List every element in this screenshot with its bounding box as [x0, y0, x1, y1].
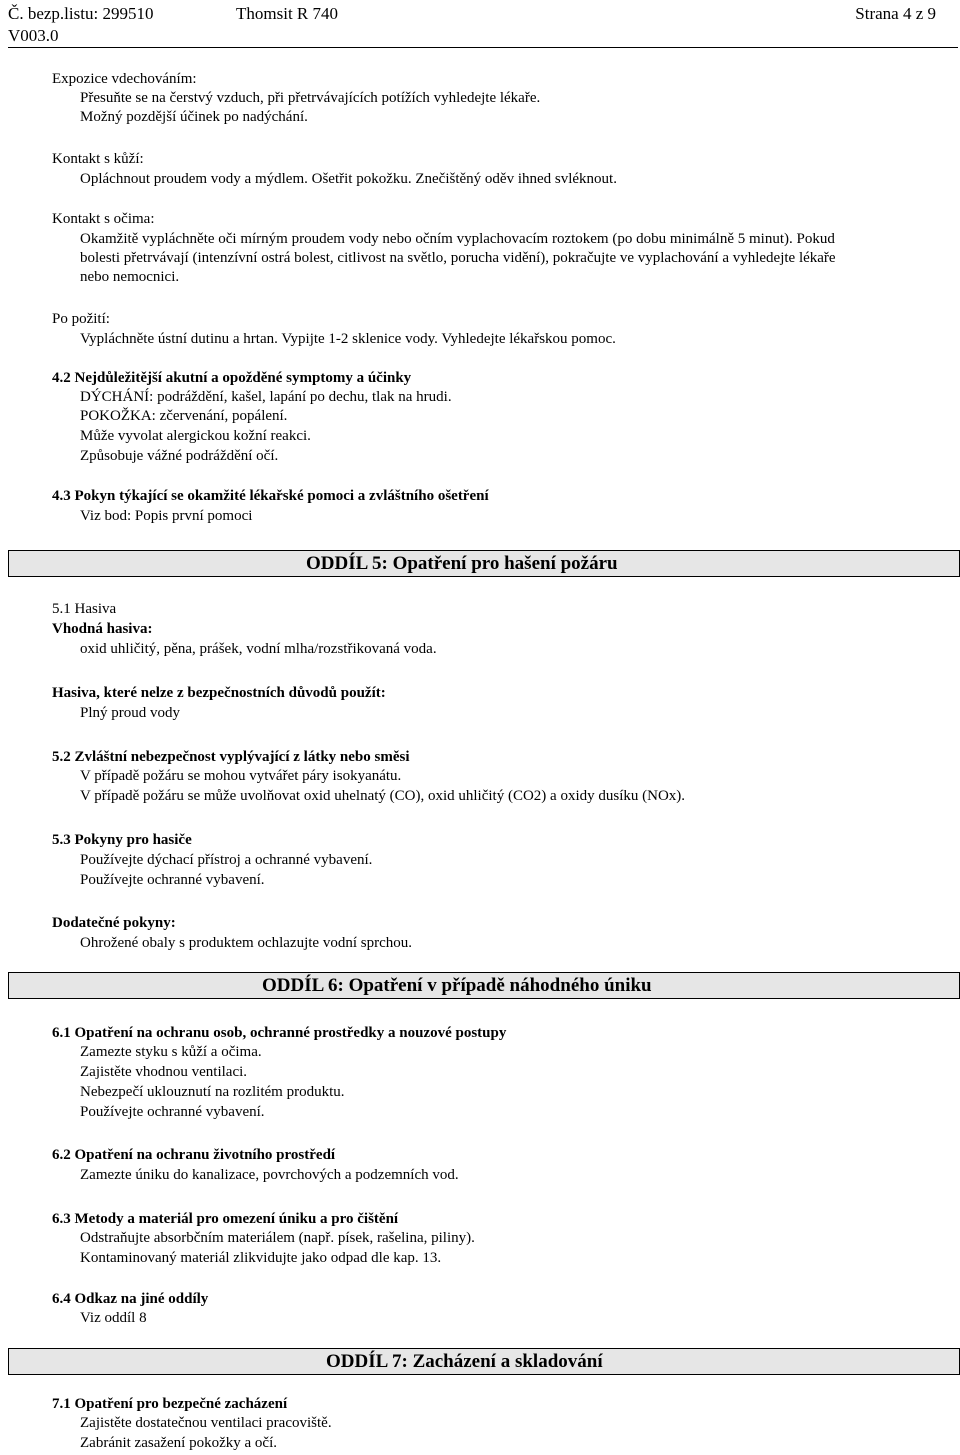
section-6-2-title: 6.2 Opatření na ochranu životního prostředí	[52, 1147, 336, 1163]
additional-advice-heading: Dodatečné pokyny:	[52, 915, 176, 931]
section-6-2-text: Zamezte úniku do kanalizace, povrchových a podzemních vod.	[80, 1167, 459, 1183]
product-name: Thomsit R 740	[236, 4, 339, 23]
inhalation-text-2: Možný pozdější účinek po nadýchání.	[80, 109, 308, 125]
section-4-3-title: 4.3 Pokyn týkající se okamžité lékařské pomoci a zvláštního ošetření	[52, 488, 489, 504]
section-6-3-title: 6.3 Metody a materiál pro omezení úniku a pro čištění	[52, 1211, 399, 1227]
symptom-2: POKOŽKA: zčervenání, popálení.	[80, 408, 288, 424]
section-5-3-title: 5.3 Pokyny pro hasiče	[52, 832, 192, 848]
section-5-2-title: 5.2 Zvláštní nebezpečnost vyplývající z látky nebo směsi	[52, 749, 410, 765]
additional-advice-text: Ohrožené obaly s produktem ochlazujte vodní sprchou.	[80, 935, 412, 951]
skin-text: Opláchnout proudem vody a mýdlem. Ošetřit pokožku. Znečištěný oděv ihned svléknout.	[80, 171, 617, 187]
inhalation-text-1: Přesuňte se na čerstvý vzduch, při přetrvávajících potížích vyhledejte lékaře.	[80, 90, 541, 106]
section-6-3-text-1: Odstraňujte absorbčním materiálem (např. písek, rašelina, piliny).	[80, 1230, 475, 1246]
section-4-3-text: Viz bod: Popis první pomoci	[80, 508, 253, 524]
section-5-2-text-1: V případě požáru se mohou vytvářet páry isokyanátu.	[80, 768, 402, 784]
symptom-3: Může vyvolat alergickou kožní reakci.	[80, 428, 311, 444]
section-5-title: ODDÍL 5: Opatření pro hašení požáru	[306, 553, 618, 574]
section-6-1-text-2: Zajistěte vhodnou ventilaci.	[80, 1064, 248, 1080]
page-number: Strana 4 z 9	[855, 4, 936, 23]
suitable-media-text: oxid uhličitý, pěna, prášek, vodní mlha/rozstřikovaná voda.	[80, 641, 437, 657]
section-6-4-title: 6.4 Odkaz na jiné oddíly	[52, 1291, 209, 1307]
section-5-3-text-1: Používejte dýchací přístroj a ochranné vybavení.	[80, 852, 373, 868]
section-5-1-title: 5.1 Hasiva	[52, 601, 117, 617]
section-7-1-text-1: Zajistěte dostatečnou ventilaci pracoviště.	[80, 1415, 332, 1431]
header-divider	[8, 47, 958, 48]
inhalation-heading: Expozice vdechováním:	[52, 71, 197, 87]
skin-heading: Kontakt s kůží:	[52, 151, 144, 167]
eye-heading: Kontakt s očima:	[52, 211, 155, 227]
section-6-1-text-1: Zamezte styku s kůží a očima.	[80, 1044, 262, 1060]
section-4-2-title: 4.2 Nejdůležitější akutní a opožděné symptomy a účinky	[52, 370, 412, 386]
ingestion-text: Vypláchněte ústní dutinu a hrtan. Vypijte 1-2 sklenice vody. Vyhledejte lékařskou pomoc.	[80, 331, 616, 347]
unsuitable-media-text: Plný proud vody	[80, 705, 181, 721]
section-5-2-text-2: V případě požáru se může uvolňovat oxid uhelnatý (CO), oxid uhličitý (CO2) a oxidy dusíku (NOx).	[80, 788, 686, 804]
symptom-1: DÝCHÁNÍ: podráždění, kašel, lapání po dechu, tlak na hrudi.	[80, 389, 452, 405]
section-5-3-text-2: Používejte ochranné vybavení.	[80, 872, 265, 888]
section-6-1-title: 6.1 Opatření na ochranu osob, ochranné prostředky a nouzové postupy	[52, 1025, 507, 1041]
section-6-1-text-4: Používejte ochranné vybavení.	[80, 1104, 265, 1120]
symptom-4: Způsobuje vážné podráždění očí.	[80, 448, 279, 464]
sheet-number: Č. bezp.listu: 299510	[8, 4, 154, 23]
suitable-media-heading: Vhodná hasiva:	[52, 621, 153, 637]
eye-text-3: nebo nemocnici.	[80, 269, 180, 285]
section-6-3-text-2: Kontaminovaný materiál zlikvidujte jako odpad dle kap. 13.	[80, 1250, 442, 1266]
section-7-title: ODDÍL 7: Zacházení a skladování	[326, 1351, 603, 1372]
unsuitable-media-heading: Hasiva, které nelze z bezpečnostních důvodů použít:	[52, 685, 386, 701]
section-6-4-text: Viz oddíl 8	[80, 1310, 147, 1326]
section-6-1-text-3: Nebezpečí uklouznutí na rozlitém produktu.	[80, 1084, 345, 1100]
section-7-1-title: 7.1 Opatření pro bezpečné zacházení	[52, 1396, 288, 1412]
version: V003.0	[8, 26, 59, 45]
section-7-1-text-2: Zabránit zasažení pokožky a očí.	[80, 1435, 277, 1451]
section-6-title: ODDÍL 6: Opatření v případě náhodného úniku	[262, 975, 652, 996]
ingestion-heading: Po požití:	[52, 311, 110, 327]
eye-text-2: bolesti přetrvávají (intenzívní ostrá bolest, citlivost na světlo, porucha vidění), pokračujte ve vyplachování a vyhledejte lékaře	[80, 250, 836, 266]
eye-text-1: Okamžitě vypláchněte oči mírným proudem vody nebo očním vyplachovacím roztokem (po dobu minimálně 5 minut). Pokud	[80, 231, 835, 247]
